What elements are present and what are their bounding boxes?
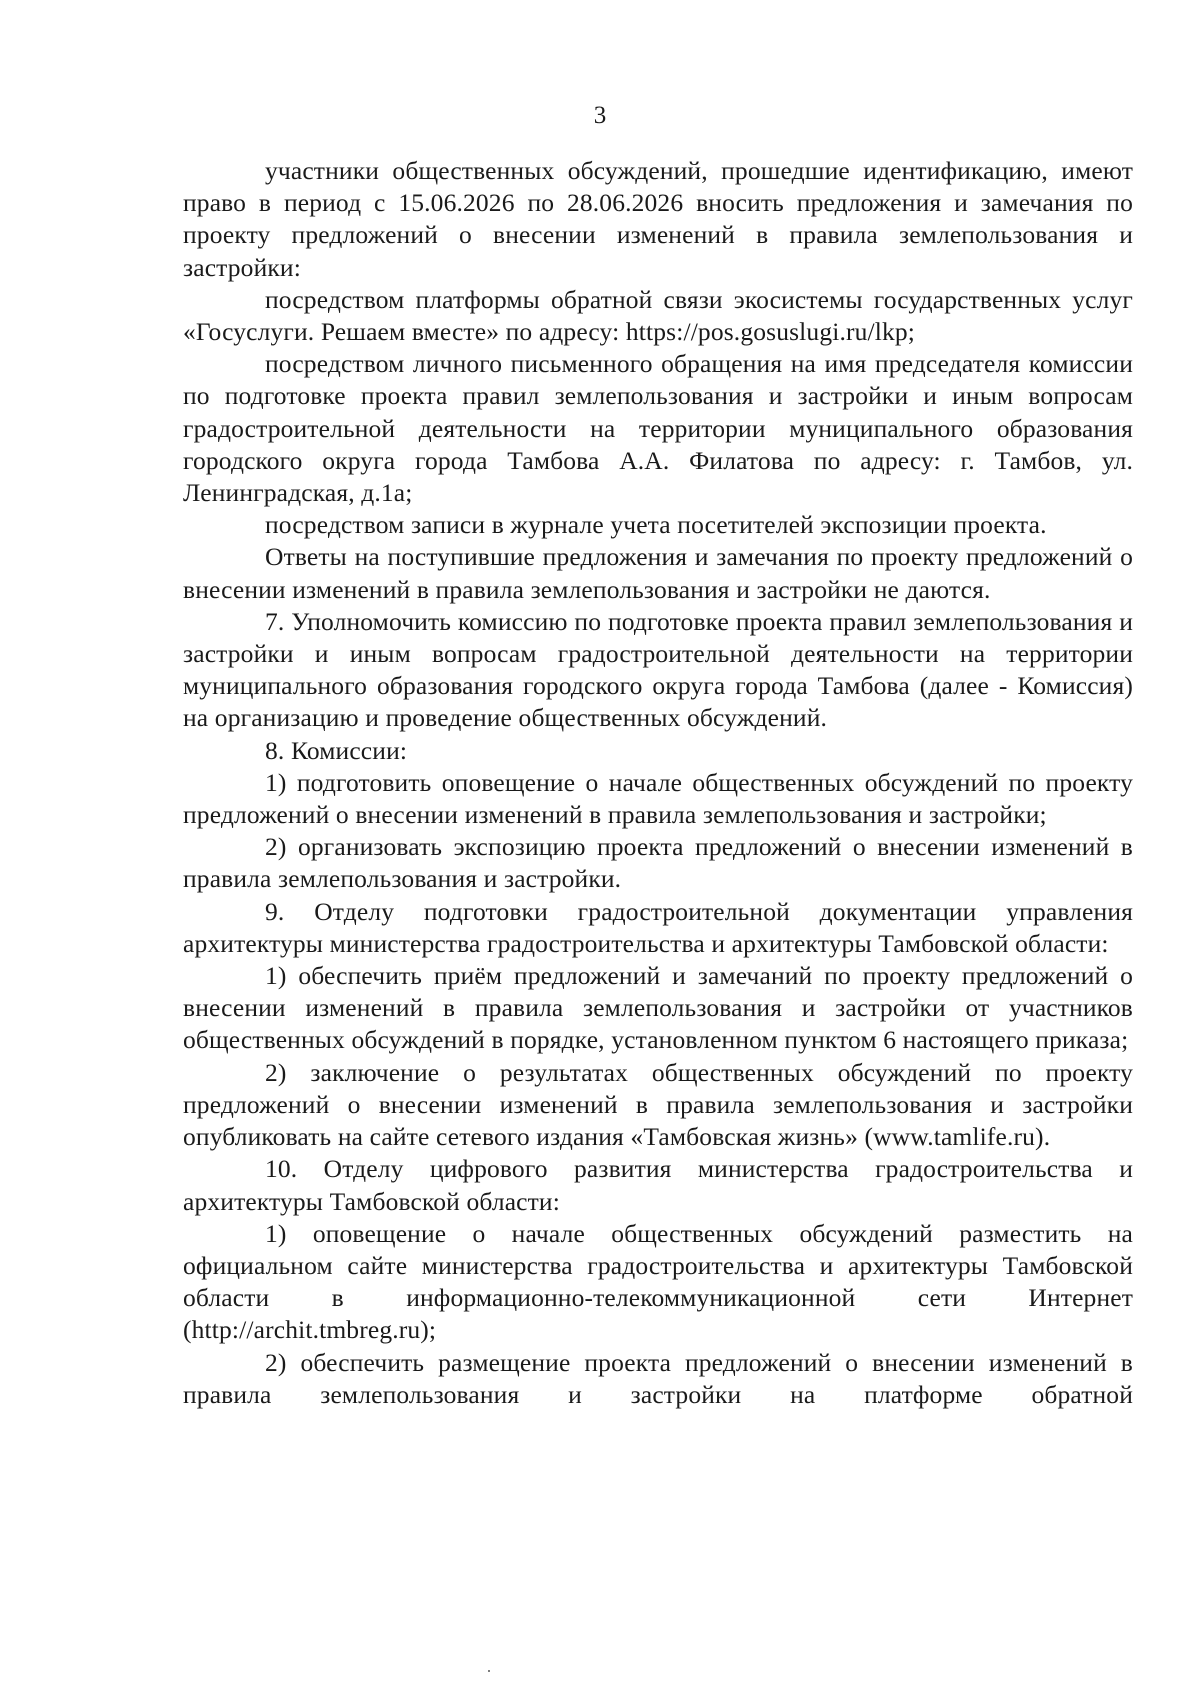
paragraph-item-7: 7. Уполномочить комиссию по подготовке проекта правил землепользования и застройки и иным вопросам градостроительной деятельности на территории муниципального образования городского округа города Тамбова (далее - Комиссия) на организацию и проведение общественных обсуждений. — [183, 606, 1133, 733]
paragraph-item-9-1: 1) обеспечить приём предложений и замечаний по проекту предложений о внесении изменений в правила землепользования и застройки от участников общественных обсуждений в порядке, установленном пунктом 6 настоящего приказа; — [183, 961, 1133, 1055]
paragraph-item-8-2: 2) организовать экспозицию проекта предложений о внесении изменений в правила землепользования и застройки. — [183, 832, 1133, 894]
paragraph-item-10: 10. Отделу цифрового развития министерства градостроительства и архитектуры Тамбовской области: — [183, 1154, 1133, 1216]
paragraph-written-appeal: посредством личного письменного обращения на имя председателя комиссии по подготовке проекта правил землепользования и застройки и иным вопросам градостроительной деятельности на территории муниципального образования городского округа города Тамбова А.А. Филатова по адресу: г. Тамбов, ул. Ленинградская, д.1а; — [183, 349, 1133, 508]
paragraph-item-10-2: 2) обеспечить размещение проекта предложений о внесении изменений в правила землепользования и застройки на платформе обратной — [183, 1347, 1133, 1409]
scan-speck — [488, 1670, 490, 1672]
paragraph-gosuslugi-platform: посредством платформы обратной связи экосистемы государственных услуг «Госуслуги. Решаем вместе» по адресу: https://pos.gosuslugi.ru/lkp; — [183, 284, 1133, 347]
paragraph-item-8: 8. Комиссии: — [265, 735, 408, 765]
paragraph-no-responses: Ответы на поступившие предложения и замечания по проекту предложений о внесении изменений в правила землепользования и застройки не даются. — [183, 542, 1133, 604]
paragraph-item-9-2: 2) заключение о результатах общественных обсуждений по проекту предложений о внесении изменений в правила землепользования и застройки опубликовать на сайте сетевого издания «Тамбовская жизнь» (www.tamlife.ru). — [183, 1057, 1133, 1152]
paragraph-item-8-1: 1) подготовить оповещение о начале общественных обсуждений по проекту предложений о внесении изменений в правила землепользования и застройки; — [183, 767, 1133, 830]
paragraph-participants-rights: участники общественных обсуждений, прошедшие идентификацию, имеют право в период с 15.06.2026 по 28.06.2026 вносить предложения и замечания по проекту предложений о внесении изменений в правила землепользования и застройки: — [183, 156, 1133, 282]
page-number: 3 — [593, 102, 607, 129]
document-body — [183, 155, 1133, 1411]
paragraph-visitor-log: посредством записи в журнале учета посетителей экспозиции проекта. — [265, 510, 1047, 540]
paragraph-item-9: 9. Отделу подготовки градостроительной документации управления архитектуры министерства градостроительства и архитектуры Тамбовской области: — [183, 896, 1133, 958]
paragraph-item-10-1: 1) оповещение о начале общественных обсуждений разместить на официальном сайте министерства градостроительства и архитектуры Тамбовской области в информационно-телекоммуникационной сети Интернет (http://archit.tmbreg.ru); — [183, 1218, 1133, 1345]
